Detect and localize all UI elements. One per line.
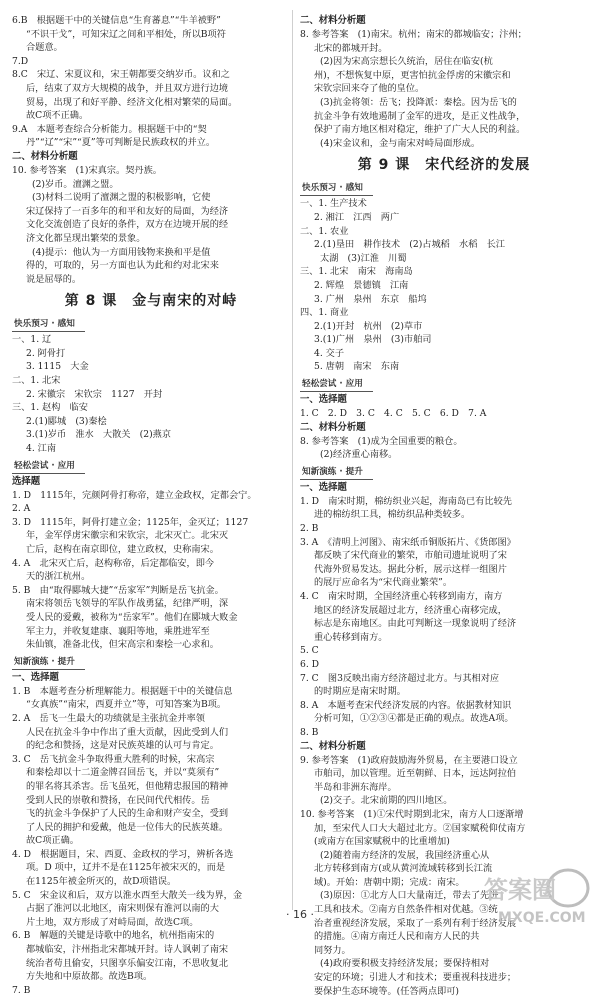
section-heading: 二、材料分析题 — [300, 421, 366, 433]
answer-line: 8. 参考答案 (1)成为全国重要的粮仓。 — [300, 435, 463, 447]
answer-line: 5. C 宋金议和后，双方以淮水西至大散关一线为界，金 — [12, 889, 243, 901]
answer-line: 8.C 宋辽、宋夏议和，宋王朝都要交纳岁币。议和之 — [12, 69, 230, 81]
answer-line: 济文化都呈现出繁荣的景象。 — [26, 232, 146, 244]
answer-line: 故C项不正确。 — [26, 110, 89, 122]
answer-line: 2. A — [12, 503, 31, 515]
answer-line: 太湖 (3)江淮 川蜀 — [320, 252, 407, 264]
answer-line: 后，结束了双方大规模的战争，并且双方进行边境 — [26, 82, 229, 94]
lesson-title: 第 8 课 金与南宋的对峙 — [64, 293, 238, 310]
answer-line: 2.(1)郾城 (3)秦桧 — [26, 415, 107, 427]
answer-line: (2)随着南方经济的发展，我国经济重心从 — [320, 849, 490, 861]
answer-line: 的展厅应命名为“宋代商业繁荣”。 — [314, 577, 453, 589]
answer-line: 2. 阿骨打 — [26, 347, 66, 359]
answer-line: 3. 1115 大金 — [26, 361, 89, 373]
section-subheading-row — [300, 178, 588, 197]
answer-line: 故C项正确。 — [26, 835, 79, 847]
answer-line: 要保护生态环境等。(任答两点即可) — [314, 985, 459, 997]
answer-line: (2)岁币。澶渊之盟。 — [32, 178, 119, 190]
answer-line: 宋辽保持了一百多年的和平和友好的局面，为经济 — [26, 205, 229, 217]
answer-line: (或南方在国家赋税中的比重增加) — [314, 836, 450, 848]
answer-line: 二、1. 北宋 — [12, 375, 61, 387]
answer-line: 2.(1)垦田 耕作技术 (2)占城稻 水稻 长江 — [314, 239, 505, 251]
answer-line: 工具和技术。②南方自然条件相对优越。③统 — [314, 904, 498, 916]
answer-line: 同努力。 — [314, 944, 351, 956]
answer-line: 丹”“辽”“宋”“夏”等可判断是民族政权的并立。 — [26, 137, 216, 149]
section-subheading-row — [12, 314, 290, 333]
answer-line: 6. B 解题的关键是诗歌中的地名，杭州指南宋的 — [12, 930, 215, 942]
answer-line: 2. B — [300, 523, 319, 535]
answer-line: 7. B — [12, 984, 31, 996]
answer-line: 4. D 根据题目，宋、西夏、金政权的学习，辨析各选 — [12, 848, 234, 860]
answer-line: 二、1. 农业 — [300, 225, 349, 237]
answer-line: 6.B 根据题干中的关键信息“生育蕃息”“牛羊被野” — [12, 15, 221, 26]
section-heading: 一、选择题 — [12, 671, 59, 683]
section-subheading: 轻松尝试 · 应用 — [12, 460, 85, 474]
answer-line: 飞的抗金斗争保护了人民的生命和财产安全，受到 — [26, 808, 229, 820]
answer-line: 9.A 本题考查综合分析能力。根据题干中的“契 — [12, 123, 207, 135]
section-subheading-row — [12, 652, 290, 671]
answer-line: 了人民的拥护和爱戴，他是一位伟大的民族英雄。 — [26, 821, 229, 833]
answer-line: 重心转移到南方。 — [314, 631, 388, 643]
answer-line: 5. 唐朝 南宋 东南 — [314, 361, 400, 373]
answer-line: 8. B — [300, 726, 319, 738]
answer-line: 3. C 岳飞抗金斗争取得重大胜利的时候，宋高宗 — [12, 753, 215, 765]
answer-line: 三、1. 北宋 南宋 海南岛 — [300, 266, 413, 278]
answer-line: 3. 广州 泉州 东京 船坞 — [314, 293, 427, 305]
answer-line: 1. C 2. D 3. C 4. C 5. C 6. D 7. A — [300, 408, 487, 420]
answer-line: (2)交子。北宋前期的四川地区。 — [320, 795, 453, 807]
answer-line: 军主力，并收复建康、襄阳等地，乘胜进军至 — [26, 625, 210, 637]
answer-line: 1. D 1115年，完颜阿骨打称帝，建立金政权，定都会宁。 — [12, 489, 257, 501]
answer-line: 3.(1)岁币 淮水 大散关 (2)燕京 — [26, 429, 172, 441]
answer-line: 宋钦宗回来夺了他的皇位。 — [314, 83, 425, 95]
answer-line: 的措施。④南方南迁人民和南方人民的共 — [314, 931, 480, 943]
section-heading: 二、材料分析题 — [300, 15, 366, 26]
section-subheading-row — [300, 374, 588, 393]
answer-line: 标志是东南地区。由此可判断这一现象说明了经济 — [314, 618, 517, 630]
answer-line: 方失地和中原故都。故选B项。 — [26, 971, 153, 983]
svg-text:MXQE.COM: MXQE.COM — [498, 910, 586, 926]
answer-line: 域)。开始：唐朝中期；完成：南宋。 — [314, 876, 465, 888]
section-subheading: 快乐预习 · 感知 — [12, 318, 85, 332]
answer-line: 统治者苟且偷安，只图享乐偏安江南，不思收复北 — [26, 957, 229, 969]
right-column — [300, 14, 588, 998]
answer-line: 受到人民的崇敬和赞扬，在民间代代相传。岳 — [26, 794, 210, 806]
answer-line: 和秦桧却以十二道金牌召回岳飞，并以“莫须有” — [26, 767, 220, 779]
answer-line: 在1125年被金所灭的，故D项错误。 — [26, 876, 177, 888]
answer-line: 北宋的都城开封。 — [314, 42, 388, 54]
section-subheading-row — [300, 462, 588, 481]
answer-line: 项。D 项中，辽并不是在1125年被宋灭的，而是 — [26, 862, 226, 874]
answer-line: 2. 湘江 江西 两广 — [314, 211, 400, 223]
answer-line: 的纪念和赞扬，这是对民族英雄的认可与肯定。 — [26, 740, 219, 752]
answer-line: (2)经济重心南移。 — [320, 449, 398, 461]
answer-line: 四、1. 商业 — [300, 307, 349, 319]
answer-line: 3. A 《清明上河图》、南宋纸币铜版拓片、《货郎图》 — [300, 536, 516, 548]
answer-line: 说是屈辱的。 — [26, 273, 82, 285]
answer-line: 文化交流创造了良好的条件，双方在边境开展的经 — [26, 219, 229, 231]
section-subheading: 知新演练 · 提升 — [12, 656, 85, 670]
answer-line: 半岛和非洲东海岸。 — [314, 781, 397, 793]
answer-line: 南宋将领岳飞领导的军队作战勇猛，纪律严明，深 — [26, 598, 229, 610]
answer-line: 受人民的爱戴，被称为“岳家军”。他们在郾城大败金 — [26, 611, 238, 623]
answer-line: 7.D — [12, 55, 29, 67]
answer-line: 2. 辉煌 景德镇 江南 — [314, 279, 409, 291]
answer-line: 得的，可取的，另一方面也认为此和约对北宋来 — [26, 260, 219, 272]
answer-line: 10. 参考答案 (1)①宋代时期到北宋，南方人口逐渐增 — [300, 808, 524, 820]
answer-line: 5. B 由“取得郾城大捷”“岳家军”判断是岳飞抗金。 — [12, 584, 224, 596]
answer-line: 3. D 1115年，阿骨打建立金；1125年，金灭辽；1127 — [12, 516, 249, 528]
answer-line: 10. 参考答案 (1)宋真宗。契丹族。 — [12, 164, 162, 176]
answer-line: 市舶司，加以管理。近至朝鲜、日本，远达阿拉伯 — [314, 768, 517, 780]
answer-line: 的时期应是南宋时期。 — [314, 686, 406, 698]
answer-line: 2. 宋徽宗 宋钦宗 1127 开封 — [26, 388, 163, 400]
answer-line: (4)宋金议和，金与南宋对峙局面形成。 — [320, 137, 481, 149]
answer-line: 保护了南方地区相对稳定，维护了广大人民的利益。 — [314, 124, 526, 136]
answer-line: 代海外贸易发达。据此分析，展示这样一组图片 — [314, 563, 507, 575]
answer-line: 8. 参考答案 (1)南宋。杭州；南宋的都城临安；汴州； — [300, 29, 527, 40]
answer-line: 进的棉纺织工具，棉纺织品种类较多。 — [314, 509, 471, 521]
answer-line: 加，至宋代人口大大超过北方。②国家赋税仰仗南方 — [314, 822, 526, 834]
answer-line: 贸易，出现了和好平静、经济文化相对繁荣的局面。 — [26, 96, 238, 108]
answer-line: 安定的环境；引进人才和技术；要重视科技进步； — [314, 972, 517, 984]
answer-line: 4. 交子 — [314, 347, 345, 359]
watermark-logo — [480, 868, 592, 928]
section-subheading: 轻松尝试 · 应用 — [300, 378, 373, 392]
answer-line: (2)因为宋高宗想长久统治，居住在临安(杭 — [320, 56, 493, 68]
answer-line: “女真族”“南宋，西夏并立”等，可知答案为B项。 — [26, 699, 227, 711]
answer-line: 三、1. 赵构 临安 — [12, 402, 88, 414]
section-heading: 选择题 — [12, 475, 41, 487]
answer-line: 1. B 本题考查分析理解能力。根据题干中的关键信息 — [12, 685, 233, 697]
answer-line: 4. A 北宋灭亡后，赵构称帝，后定都临安，即今 — [12, 557, 215, 569]
answer-line: 亡后，赵构在南京即位，建立政权，史称南宋。 — [26, 544, 219, 555]
lesson-title: 第 9 课 宋代经济的发展 — [357, 157, 531, 174]
section-heading: 一、选择题 — [300, 481, 347, 493]
answer-line: 4. 江南 — [26, 443, 57, 455]
answer-line: “不识干戈”，可知宋辽之间和平相处，所以B项符 — [26, 28, 226, 40]
section-heading: 二、材料分析题 — [12, 150, 78, 162]
answer-line: 都城临安，汴州指北宋都城开封。诗人讽刺了南宋 — [26, 944, 229, 956]
answer-line: 2. A 岳飞一生最大的功绩就是主张抗金并率领 — [12, 712, 205, 724]
answer-line: 年，金军俘虏宋徽宗和宋钦宗，北宋灭亡。北宋灭 — [26, 530, 229, 542]
answer-line: 北方转移到南方(或从黄河流域转移到长江流 — [314, 863, 493, 875]
answer-line: 8. A 本题考查宋代经济发展的内容。依据教材知识 — [300, 699, 512, 711]
answer-line: 一、1. 辽 — [12, 334, 52, 346]
answer-line: 人民在抗金斗争中作出了重大贡献，因此受到人们 — [26, 726, 229, 738]
answer-line: 3.(1)广州 泉州 (3)市舶司 — [314, 334, 432, 346]
answer-line: 都反映了宋代商业的繁荣，市舶司遗址说明了宋 — [314, 550, 507, 562]
answer-line: 1. D 南宋时期，棉纺织业兴起，海南岛已有比较先 — [300, 495, 512, 507]
answer-line: 地区的经济发展超过北方，经济重心南移完成， — [314, 604, 507, 616]
section-heading: 一、选择题 — [300, 394, 347, 406]
svg-text:答案圈: 答案圈 — [484, 876, 556, 904]
answer-line: (3)原因：①北方人口大量南迁，带去了先进 — [320, 890, 499, 902]
answer-line: 占据了淮河以北地区，南宋则保有淮河以南的大 — [26, 903, 219, 915]
answer-line: 抗金斗争有效地遏制了金军的进攻，是正义性战争， — [314, 110, 526, 122]
answer-line: (3)材料二说明了澶渊之盟的积极影响，它使 — [32, 192, 211, 204]
answer-line: (4)政府要积极支持经济发展；要保持相对 — [320, 958, 490, 970]
answer-line: 5. C — [300, 645, 319, 657]
answer-line: 朱仙镇，准备北伐，但宋高宗和秦桧一心求和。 — [26, 639, 219, 651]
answer-line: (3)抗金将领：岳飞；投降派：秦桧。因为岳飞的 — [320, 96, 517, 108]
section-heading: 二、材料分析题 — [300, 740, 366, 752]
answer-line: 天的浙江杭州。 — [26, 571, 91, 583]
answer-line: 片土地，双方形成了对峙局面，故选C项。 — [26, 916, 199, 928]
section-subheading-row — [12, 456, 290, 475]
answer-line: 分析可知，①②③④都是正确的观点。故选A项。 — [314, 713, 514, 725]
answer-line: 4. C 南宋时期，全国经济重心转移到南方，南方 — [300, 591, 503, 602]
answer-line: (4)提示：他认为一方面用钱物来换和平是值 — [32, 246, 211, 258]
answer-line: 7. C 图3反映出南方经济超过北方。与其相对应 — [300, 672, 500, 684]
answer-line: 州)，不想恢复中原，更害怕抗金俘虏的宋徽宗和 — [314, 69, 511, 81]
answer-line: 6. D — [300, 658, 320, 670]
section-subheading: 知新演练 · 提升 — [300, 466, 373, 480]
answer-line: 治者重视经济发展，采取了一系列有利于经济发展 — [314, 917, 517, 929]
page-number: · 16 · — [286, 908, 314, 921]
answer-line: 9. 参考答案 (1)政府鼓励海外贸易，在主要港口设立 — [300, 754, 518, 766]
answer-line: 2.(1)开封 杭州 (2)草市 — [314, 320, 423, 332]
answer-line: 的罪名将其杀害。岳飞虽死，但他精忠报国的精神 — [26, 780, 229, 792]
left-column — [12, 14, 290, 997]
column-divider — [292, 10, 293, 910]
section-subheading: 快乐预习 · 感知 — [300, 182, 373, 196]
answer-line: 合题意。 — [26, 42, 63, 54]
answer-line: 一、1. 生产技术 — [300, 198, 367, 210]
